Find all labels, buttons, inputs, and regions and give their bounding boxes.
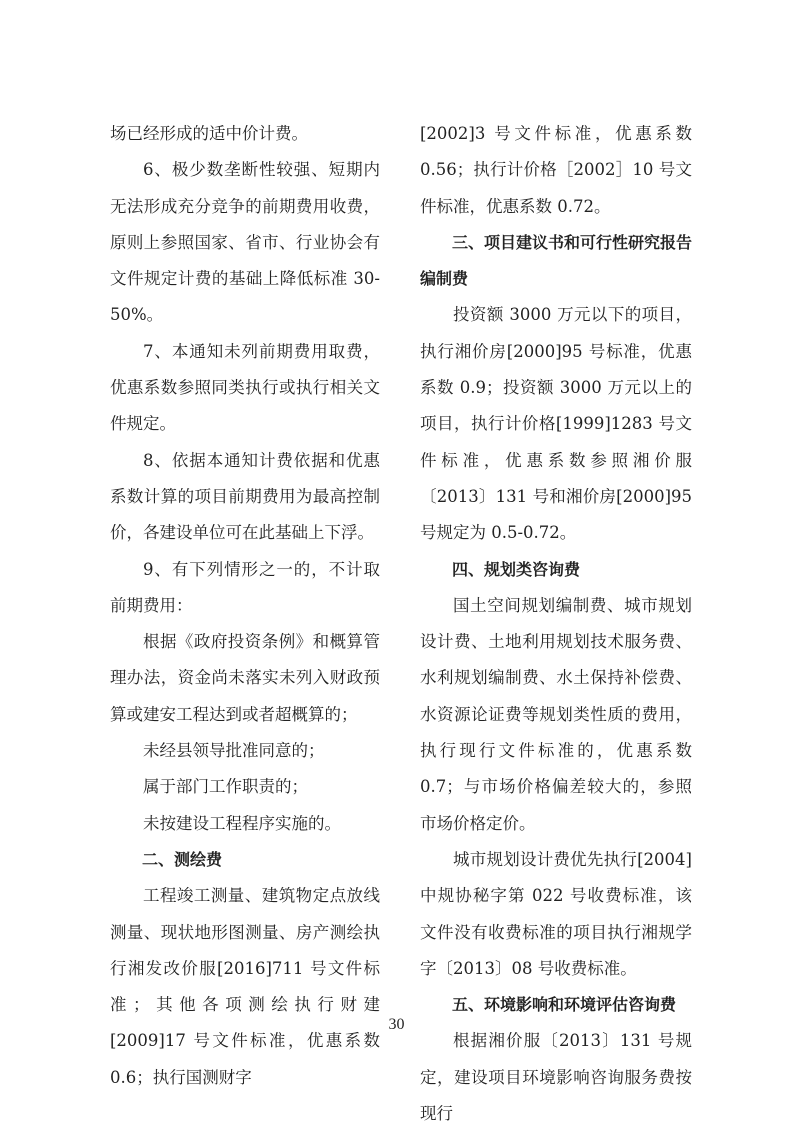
paragraph: 投资额 3000 万元以下的项目，执行湘价房[2000]95 号标准，优惠系数 0.9；投资额 3000 万元以上的项目，执行计价格[1999]1283 号文件标准，优惠系数参照湘价服〔2013〕131 号和湘价房[2000]95 号规定为 0.5-0.72。 xyxy=(420,305,692,543)
section-heading: 三、项目建议书和可行性研究报告编制费 xyxy=(420,232,693,289)
paragraph: 场已经形成的适中价计费。 xyxy=(110,124,308,143)
paragraph: 8、依据本通知计费依据和优惠系数计算的项目前期费用为最高控制价，各建设单位可在此基础上下浮。 xyxy=(110,450,380,543)
section-heading: 四、规划类咨询费 xyxy=(452,559,581,579)
paragraph: 未经县领导批准同意的； xyxy=(143,741,325,761)
paragraph: 6、极少数垄断性较强、短期内无法形成充分竞争的前期费用收费，原则上参照国家、省市、行业协会有文件规定计费的基础上降低标准 30-50%。 xyxy=(110,160,380,325)
paragraph: 城市规划设计费优先执行[2004]中规协秘字第 022 号收费标准，该文件没有收费标准的项目执行湘规学字〔2013〕08 号收费标准。 xyxy=(420,849,692,978)
right-column xyxy=(420,116,692,1132)
page-number: 30 xyxy=(388,1016,405,1033)
paragraph: 工程竣工测量、建筑物定点放线测量、现状地形图测量、房产测绘执行湘发改价服[2016]711 号文件标准；其他各项测绘执行财建[2009]17 号文件标准，优惠系数 0.6；执行国测财字 xyxy=(110,886,380,1087)
section-heading: 二、测绘费 xyxy=(142,849,223,869)
paragraph: 未按建设工程程序实施的。 xyxy=(143,813,341,833)
paragraph: 根据湘价服〔2013〕131 号规定，建设项目环境影响咨询服务费按现行 xyxy=(420,1031,692,1124)
paragraph: 9、有下列情形之一的，不计取前期费用： xyxy=(110,559,380,615)
paragraph: 属于部门工作职责的； xyxy=(143,777,308,797)
paragraph: [2002]3 号文件标准，优惠系数 0.56；执行计价格［2002］10 号文件标准，优惠系数 0.72。 xyxy=(420,124,692,216)
section-heading: 五、环境影响和环境评估咨询费 xyxy=(452,995,677,1015)
paragraph: 7、本通知未列前期费用取费，优惠系数参照同类执行或执行相关文件规定。 xyxy=(110,341,380,434)
paragraph: 根据《政府投资条例》和概算管理办法，资金尚未落实未列入财政预算或建安工程达到或者超概算的； xyxy=(110,632,380,724)
paragraph: 国土空间规划编制费、城市规划设计费、土地利用规划技术服务费、水利规划编制费、水土保持补偿费、水资源论证费等规划类性质的费用，执行现行文件标准的，优惠系数 0.7；与市场价格偏差较大的，参照市场价格定价。 xyxy=(420,595,692,833)
left-column xyxy=(110,116,380,1096)
